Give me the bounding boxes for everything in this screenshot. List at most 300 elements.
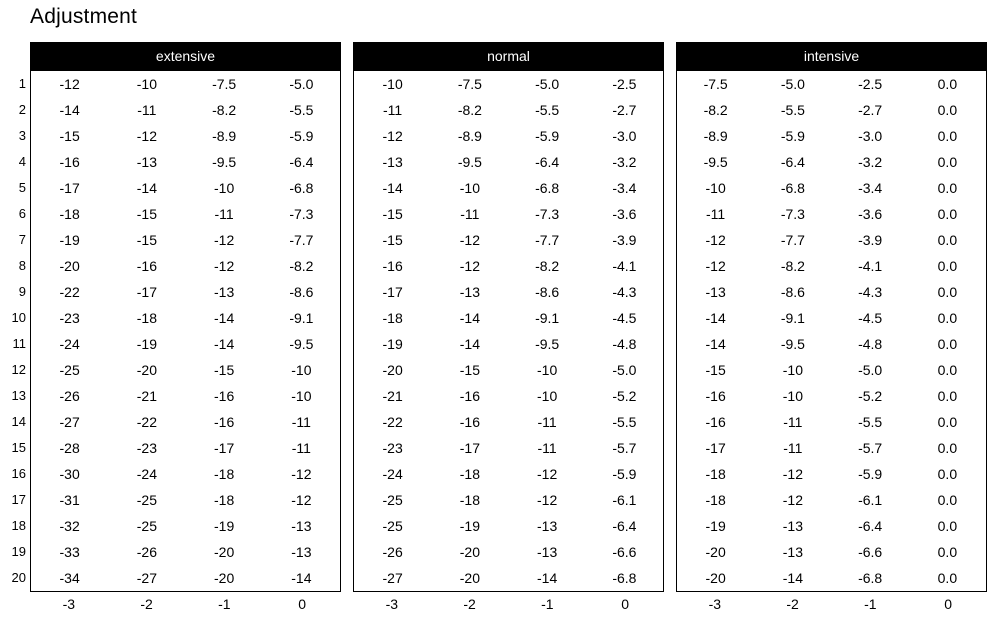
value-cell: -14 <box>59 102 80 118</box>
value-cell: -18 <box>705 492 726 508</box>
table-row <box>354 409 663 435</box>
column-label: -2 <box>140 596 153 612</box>
row-number: 5 <box>18 180 26 195</box>
value-cell: -5.2 <box>612 388 637 404</box>
value-cell: -10 <box>291 362 312 378</box>
value-cell: 0.0 <box>937 414 958 430</box>
column-label: -1 <box>864 596 877 612</box>
value-cell: -3.9 <box>612 232 637 248</box>
table-row <box>354 565 663 591</box>
table-row <box>31 435 340 461</box>
value-cell: -7.5 <box>703 76 728 92</box>
value-cell: -8.6 <box>535 284 560 300</box>
table-row <box>354 175 663 201</box>
value-cell: -7.3 <box>289 206 314 222</box>
value-cell: -16 <box>459 414 480 430</box>
value-cell: -3.2 <box>858 154 883 170</box>
value-cell: -14 <box>382 180 403 196</box>
value-cell: -6.4 <box>858 518 883 534</box>
value-cell: -4.1 <box>612 258 637 274</box>
value-cell: -6.4 <box>780 154 805 170</box>
value-cell: -12 <box>59 76 80 92</box>
row-number: 18 <box>11 518 26 533</box>
value-cell: -10 <box>705 180 726 196</box>
table-row <box>677 435 986 461</box>
row-number: 16 <box>11 466 26 481</box>
value-cell: -4.5 <box>858 310 883 326</box>
value-cell: -15 <box>382 206 403 222</box>
table-row <box>354 305 663 331</box>
value-cell: -14 <box>705 336 726 352</box>
value-cell: -4.8 <box>612 336 637 352</box>
value-cell: -8.2 <box>457 102 482 118</box>
value-cell: -26 <box>136 544 157 560</box>
table-row <box>31 123 340 149</box>
value-cell: -14 <box>459 336 480 352</box>
value-cell: -13 <box>782 518 803 534</box>
value-cell: -11 <box>137 102 157 118</box>
value-cell: -9.5 <box>703 154 728 170</box>
value-cell: -25 <box>136 492 157 508</box>
value-cell: -17 <box>136 284 157 300</box>
value-cell: -28 <box>59 440 80 456</box>
value-cell: -3.9 <box>858 232 883 248</box>
value-cell: -8.9 <box>212 128 237 144</box>
value-cell: -15 <box>136 232 157 248</box>
value-cell: -15 <box>705 362 726 378</box>
value-cell: -26 <box>382 544 403 560</box>
table-row <box>677 71 986 97</box>
value-cell: -6.8 <box>858 570 883 586</box>
value-cell: -4.3 <box>858 284 883 300</box>
table-row <box>31 175 340 201</box>
value-cell: -8.2 <box>289 258 314 274</box>
value-cell: -31 <box>59 492 80 508</box>
column-label: 0 <box>944 596 953 612</box>
row-number-gutter <box>8 42 30 591</box>
value-cell: -8.2 <box>780 258 805 274</box>
value-cell: -13 <box>782 544 803 560</box>
value-cell: -13 <box>705 284 726 300</box>
value-cell: -6.8 <box>612 570 637 586</box>
value-cell: 0.0 <box>937 336 958 352</box>
value-cell: -3.0 <box>858 128 883 144</box>
row-number: 10 <box>11 310 26 325</box>
value-cell: -18 <box>214 492 235 508</box>
value-cell: -10 <box>214 180 235 196</box>
value-cell: -20 <box>705 544 726 560</box>
value-cell: -11 <box>460 206 480 222</box>
value-cell: -27 <box>59 414 80 430</box>
value-cell: -5.0 <box>612 362 637 378</box>
row-number: 1 <box>18 76 26 91</box>
value-cell: -18 <box>459 466 480 482</box>
value-cell: -21 <box>382 388 403 404</box>
table-row <box>677 253 986 279</box>
table-row <box>31 305 340 331</box>
value-cell: -3.6 <box>612 206 637 222</box>
table-row <box>354 279 663 305</box>
value-cell: 0.0 <box>937 492 958 508</box>
value-cell: -23 <box>382 440 403 456</box>
panel-header-extensive: extensive <box>30 42 341 70</box>
value-cell: -18 <box>459 492 480 508</box>
table-row <box>677 175 986 201</box>
table-row <box>354 227 663 253</box>
value-cell: -5.5 <box>858 414 883 430</box>
table-row <box>31 513 340 539</box>
value-cell: -26 <box>59 388 80 404</box>
value-cell: -17 <box>705 440 726 456</box>
value-cell: -5.0 <box>289 76 314 92</box>
value-cell: 0.0 <box>937 102 958 118</box>
value-cell: -12 <box>382 128 403 144</box>
value-cell: 0.0 <box>937 466 958 482</box>
value-cell: -13 <box>382 154 403 170</box>
value-cell: -10 <box>782 388 803 404</box>
value-cell: -12 <box>705 258 726 274</box>
value-cell: -5.2 <box>858 388 883 404</box>
value-cell: 0.0 <box>937 128 958 144</box>
value-cell: -15 <box>214 362 235 378</box>
panel-footer-normal <box>353 592 664 616</box>
column-label: -3 <box>385 596 399 612</box>
value-cell: -11 <box>214 206 234 222</box>
panel-body-normal <box>353 70 664 592</box>
value-cell: -9.1 <box>535 310 560 326</box>
table-row <box>354 435 663 461</box>
page-title: Adjustment <box>30 5 138 28</box>
value-cell: -9.5 <box>535 336 560 352</box>
table-row <box>31 71 340 97</box>
column-label: -1 <box>541 596 554 612</box>
value-cell: -12 <box>537 466 558 482</box>
value-cell: -20 <box>459 544 480 560</box>
table-row <box>354 201 663 227</box>
table-row <box>677 201 986 227</box>
panel-header-normal: normal <box>353 42 664 70</box>
value-cell: -14 <box>459 310 480 326</box>
value-cell: -2.7 <box>612 102 637 118</box>
value-cell: -11 <box>383 102 403 118</box>
value-cell: -3.2 <box>612 154 637 170</box>
table-row <box>677 487 986 513</box>
value-cell: -12 <box>291 466 312 482</box>
panel-footer-extensive <box>30 592 341 616</box>
row-number: 13 <box>11 388 26 403</box>
value-cell: -5.5 <box>535 102 560 118</box>
value-cell: -16 <box>382 258 403 274</box>
value-cell: -6.4 <box>612 518 637 534</box>
table-row <box>31 279 340 305</box>
value-cell: -18 <box>59 206 80 222</box>
row-number: 3 <box>18 128 26 143</box>
value-cell: -25 <box>382 492 403 508</box>
value-cell: -16 <box>705 414 726 430</box>
value-cell: -16 <box>59 154 80 170</box>
value-cell: 0.0 <box>937 544 958 560</box>
value-cell: -19 <box>382 336 403 352</box>
value-cell: -11 <box>783 440 803 456</box>
value-cell: -5.5 <box>289 102 314 118</box>
value-cell: -12 <box>136 128 157 144</box>
value-cell: -25 <box>136 518 157 534</box>
value-cell: -9.1 <box>289 310 314 326</box>
table-row <box>677 461 986 487</box>
value-cell: -16 <box>214 414 235 430</box>
value-cell: -5.5 <box>780 102 805 118</box>
value-cell: -27 <box>136 570 157 586</box>
panel-extensive <box>30 42 341 616</box>
value-cell: -33 <box>59 544 80 560</box>
value-cell: -6.4 <box>535 154 560 170</box>
table-row <box>354 539 663 565</box>
table-row <box>677 97 986 123</box>
value-cell: -12 <box>214 232 235 248</box>
value-cell: -15 <box>382 232 403 248</box>
row-number: 11 <box>12 336 26 351</box>
table-row <box>31 409 340 435</box>
value-cell: -10 <box>136 76 157 92</box>
value-cell: -13 <box>291 544 312 560</box>
value-cell: -18 <box>705 466 726 482</box>
value-cell: -12 <box>459 232 480 248</box>
value-cell: -23 <box>136 440 157 456</box>
table-row <box>677 149 986 175</box>
value-cell: -20 <box>214 570 235 586</box>
tables-area <box>8 42 987 616</box>
value-cell: -20 <box>382 362 403 378</box>
value-cell: -8.2 <box>703 102 728 118</box>
value-cell: -5.7 <box>858 440 883 456</box>
value-cell: -20 <box>136 362 157 378</box>
table-row <box>677 357 986 383</box>
value-cell: 0.0 <box>937 154 958 170</box>
table-row <box>677 331 986 357</box>
table-row <box>31 539 340 565</box>
value-cell: -15 <box>459 362 480 378</box>
value-cell: -19 <box>705 518 726 534</box>
table-row <box>354 383 663 409</box>
value-cell: -32 <box>59 518 80 534</box>
value-cell: -5.9 <box>858 466 883 482</box>
table-row <box>354 331 663 357</box>
panel-header-intensive: intensive <box>676 42 987 70</box>
row-number: 8 <box>18 258 26 273</box>
panel-footer-intensive <box>676 592 987 616</box>
value-cell: -5.9 <box>612 466 637 482</box>
value-cell: -6.8 <box>289 180 314 196</box>
table-row <box>677 279 986 305</box>
table-row <box>354 97 663 123</box>
value-cell: -15 <box>59 128 80 144</box>
value-cell: 0.0 <box>937 440 958 456</box>
value-cell: -3.4 <box>612 180 637 196</box>
value-cell: -12 <box>782 492 803 508</box>
value-cell: -4.5 <box>612 310 637 326</box>
value-cell: -5.0 <box>858 362 883 378</box>
table-row <box>354 513 663 539</box>
value-cell: 0.0 <box>937 76 958 92</box>
value-cell: -6.6 <box>858 544 883 560</box>
value-cell: -12 <box>459 258 480 274</box>
value-cell: -23 <box>59 310 80 326</box>
value-cell: -14 <box>214 310 235 326</box>
value-cell: -5.9 <box>535 128 560 144</box>
table-row <box>354 123 663 149</box>
table-row <box>354 357 663 383</box>
value-cell: -8.6 <box>780 284 805 300</box>
value-cell: 0.0 <box>937 518 958 534</box>
value-cell: -18 <box>214 466 235 482</box>
value-cell: 0.0 <box>937 362 958 378</box>
value-cell: -13 <box>537 544 558 560</box>
value-cell: -25 <box>59 362 80 378</box>
value-cell: -24 <box>59 336 80 352</box>
column-label: 0 <box>621 596 630 612</box>
value-cell: -2.7 <box>858 102 883 118</box>
row-number: 19 <box>11 544 26 559</box>
value-cell: -3.6 <box>858 206 883 222</box>
value-cell: -7.7 <box>289 232 314 248</box>
value-cell: -19 <box>459 518 480 534</box>
table-row <box>31 383 340 409</box>
value-cell: -16 <box>136 258 157 274</box>
value-cell: -11 <box>537 440 557 456</box>
value-cell: -24 <box>136 466 157 482</box>
table-row <box>31 461 340 487</box>
value-cell: -21 <box>136 388 157 404</box>
row-number: 7 <box>18 232 26 247</box>
value-cell: -6.8 <box>535 180 560 196</box>
value-cell: -14 <box>291 570 312 586</box>
value-cell: -8.9 <box>457 128 482 144</box>
row-number: 20 <box>11 570 26 585</box>
value-cell: -11 <box>291 440 311 456</box>
value-cell: -11 <box>537 414 557 430</box>
value-cell: -12 <box>214 258 235 274</box>
value-cell: -5.9 <box>780 128 805 144</box>
panel-intensive <box>676 42 987 616</box>
panel-normal <box>353 42 664 616</box>
value-cell: -12 <box>291 492 312 508</box>
value-cell: -7.5 <box>457 76 482 92</box>
table-row <box>354 253 663 279</box>
value-cell: -4.8 <box>858 336 883 352</box>
value-cell: 0.0 <box>937 388 958 404</box>
table-row <box>31 331 340 357</box>
column-label: -2 <box>463 596 476 612</box>
value-cell: -17 <box>59 180 80 196</box>
table-row <box>354 149 663 175</box>
row-number: 17 <box>11 492 26 507</box>
value-cell: -3.4 <box>858 180 883 196</box>
value-cell: -6.4 <box>289 154 314 170</box>
value-cell: -14 <box>705 310 726 326</box>
value-cell: -7.5 <box>212 76 237 92</box>
row-number: 2 <box>18 102 26 117</box>
value-cell: -22 <box>382 414 403 430</box>
column-label: -1 <box>218 596 231 612</box>
value-cell: -8.6 <box>289 284 314 300</box>
value-cell: -19 <box>136 336 157 352</box>
table-row <box>677 305 986 331</box>
value-cell: -10 <box>291 388 312 404</box>
value-cell: -14 <box>782 570 803 586</box>
row-number: 12 <box>11 362 26 377</box>
value-cell: -5.0 <box>535 76 560 92</box>
value-cell: -16 <box>705 388 726 404</box>
value-cell: -13 <box>291 518 312 534</box>
value-cell: -22 <box>136 414 157 430</box>
value-cell: -16 <box>214 388 235 404</box>
value-cell: -17 <box>214 440 235 456</box>
table-row <box>677 383 986 409</box>
value-cell: -4.3 <box>612 284 637 300</box>
value-cell: -6.6 <box>612 544 637 560</box>
value-cell: 0.0 <box>937 180 958 196</box>
value-cell: -18 <box>136 310 157 326</box>
table-row <box>31 97 340 123</box>
value-cell: -13 <box>136 154 157 170</box>
value-cell: -12 <box>537 492 558 508</box>
value-cell: -17 <box>459 440 480 456</box>
value-cell: 0.0 <box>937 570 958 586</box>
table-row <box>31 149 340 175</box>
value-cell: -12 <box>782 466 803 482</box>
table-row <box>31 487 340 513</box>
value-cell: -7.3 <box>780 206 805 222</box>
value-cell: -34 <box>59 570 80 586</box>
value-cell: -5.9 <box>289 128 314 144</box>
value-cell: -20 <box>214 544 235 560</box>
table-row <box>31 565 340 591</box>
value-cell: -18 <box>382 310 403 326</box>
value-cell: -5.5 <box>612 414 637 430</box>
value-cell: -11 <box>706 206 726 222</box>
value-cell: -4.1 <box>858 258 883 274</box>
row-number: 15 <box>11 440 26 455</box>
value-cell: -8.2 <box>535 258 560 274</box>
table-row <box>31 357 340 383</box>
value-cell: -20 <box>59 258 80 274</box>
table-row <box>31 201 340 227</box>
value-cell: -30 <box>59 466 80 482</box>
value-cell: -7.7 <box>780 232 805 248</box>
value-cell: 0.0 <box>937 258 958 274</box>
value-cell: -5.7 <box>612 440 637 456</box>
value-cell: -9.5 <box>212 154 237 170</box>
row-number: 14 <box>11 414 26 429</box>
value-cell: -9.5 <box>780 336 805 352</box>
table-row <box>677 409 986 435</box>
value-cell: 0.0 <box>937 310 958 326</box>
table-row <box>31 227 340 253</box>
table-row <box>354 461 663 487</box>
value-cell: -11 <box>291 414 311 430</box>
value-cell: -16 <box>459 388 480 404</box>
table-row <box>677 539 986 565</box>
panel-body-intensive <box>676 70 987 592</box>
value-cell: -14 <box>537 570 558 586</box>
table-row <box>677 565 986 591</box>
value-cell: -9.5 <box>289 336 314 352</box>
value-cell: -13 <box>214 284 235 300</box>
value-cell: -13 <box>537 518 558 534</box>
value-cell: -20 <box>705 570 726 586</box>
value-cell: 0.0 <box>937 284 958 300</box>
value-cell: -24 <box>382 466 403 482</box>
